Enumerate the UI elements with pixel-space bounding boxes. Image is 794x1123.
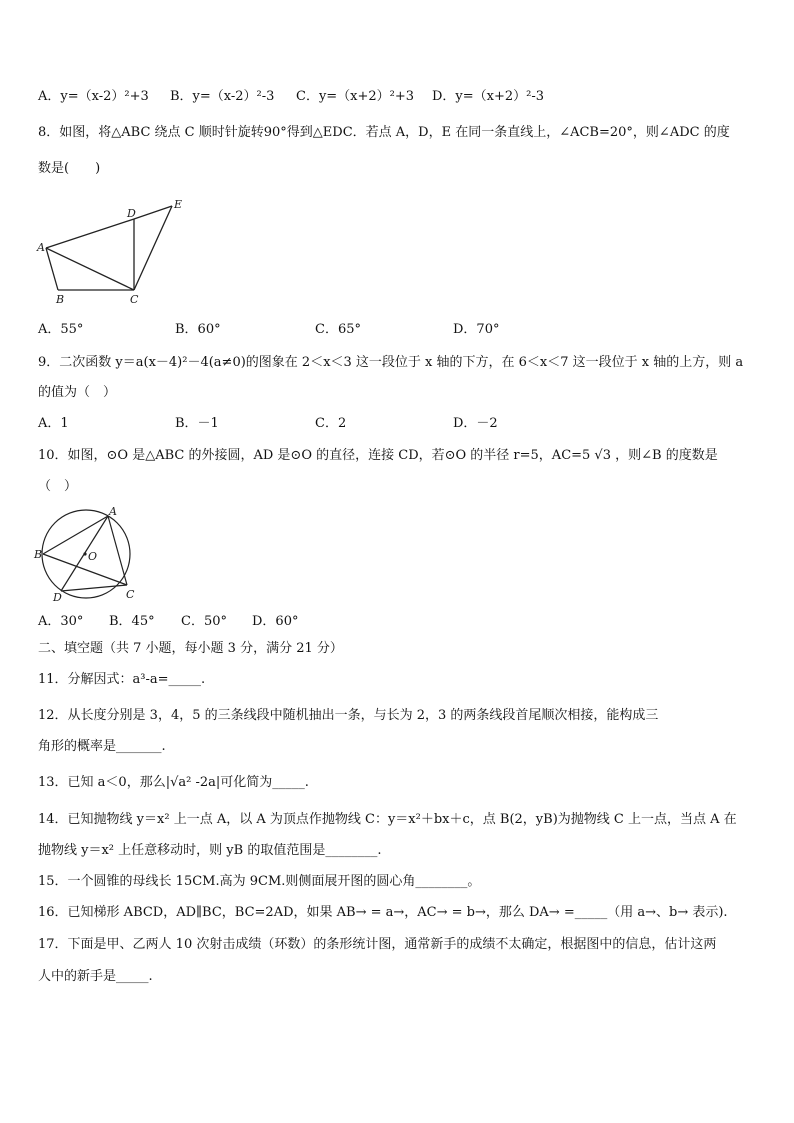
q17-text-line2: 人中的新手是_____. [38,969,153,984]
label-o: O [88,550,98,563]
label-c: C [130,293,139,306]
q7-option-b: B．y=（x-2）²-3 [170,89,275,104]
q7-options [38,88,758,106]
label-c: C [126,588,135,601]
q9-text-line1: 9．二次函数 y＝a(x－4)²－4(a≠0)的图象在 2＜x＜3 这一段位于 x 轴的下方，在 6＜x＜7 这一段位于 x 轴的上方，则 a [38,355,744,370]
section-title-fill-in: 二、填空题（共 7 小题，每小题 3 分，满分 21 分） [38,641,343,656]
q8-options [38,321,758,339]
label-d: D [127,207,136,220]
q9-option-b: B．－1 [175,416,219,431]
q14-text-line1: 14．已知抛物线 y＝x² 上一点 A，以 A 为顶点作抛物线 C：y＝x²＋bx＋c，点 B(2，yB)为抛物线 C 上一点，当点 A 在 [38,812,737,827]
label-b: B [56,293,65,306]
q10-options [38,613,758,631]
q9-option-d: D．－2 [453,416,498,431]
line-ac [108,516,127,585]
q10-option-c: C．50° [181,614,227,629]
q17-text-line1: 17．下面是甲、乙两人 10 次射击成绩（环数）的条形统计图，通常新手的成绩不太确定，根据图中的信息，估计这两 [38,937,717,952]
line-ab [46,248,58,290]
q9-options [38,415,758,433]
q12-text-line1: 12．从长度分别是 3，4，5 的三条线段中随机抽出一条，与长为 2，3 的两条线段首尾顺次相接，能构成三 [38,708,659,723]
q8-option-b: B．60° [175,322,221,337]
q9-option-a: A．1 [38,416,69,431]
label-e: E [174,198,183,211]
line-ac [46,248,134,290]
line-ec [134,206,172,290]
q10-circle-figure [30,503,140,608]
q8-option-a: A．55° [38,322,84,337]
q7-option-c: C．y=（x+2）²+3 [296,89,415,104]
q12-text-line2: 角形的概率是_______. [38,739,166,754]
label-b: B [34,548,43,561]
label-d: D [53,591,62,604]
q8-text-line1: 8．如图，将△ABC 绕点 C 顺时针旋转90°得到△EDC．若点 A，D，E 在同一条直线上，∠ACB=20°，则∠ADC 的度 [38,125,730,140]
q8-option-c: C．65° [315,322,361,337]
q10-text-line1: 10．如图，⊙O 是△ABC 的外接圆，AD 是⊙O 的直径，连接 CD，若⊙O 的半径 r=5，AC=5 √3 ，则∠B 的度数是 [38,448,718,463]
q9-text-line2: 的值为（ ） [38,385,117,400]
q8-triangle-figure [34,193,194,308]
line-dc [61,585,127,591]
line-ad [46,219,134,248]
q14-text-line2: 抛物线 y＝x² 上任意移动时，则 yB 的取值范围是________. [38,843,382,858]
q10-option-d: D．60° [252,614,299,629]
q15-text: 15．一个圆锥的母线长 15CM.高为 9CM.则侧面展开图的圆心角________。 [38,874,481,889]
q10-option-a: A．30° [38,614,84,629]
line-ab [43,516,108,554]
q10-option-b: B．45° [109,614,155,629]
label-a: A [109,505,117,518]
label-a: A [37,241,45,254]
q11-text: 11．分解因式：a³-a=_____. [38,672,206,687]
q10-text-line2: （ ） [38,479,78,494]
center-dot [83,552,86,555]
q7-option-d: D．y=（x+2）²-3 [432,89,545,104]
q9-option-c: C．2 [315,416,347,431]
q8-text-line2: 数是( ) [38,161,101,176]
q7-option-a: A．y=（x-2）²+3 [38,89,149,104]
q8-option-d: D．70° [453,322,500,337]
q13-text: 13．已知 a＜0，那么|√a² -2a|可化简为_____. [38,775,309,790]
q16-text: 16．已知梯形 ABCD，AD∥BC，BC=2AD，如果 AB→ = a→，AC→ = b→，那么 DA→ =_____（用 a→、b→ 表示). [38,905,728,920]
line-bc [43,554,127,585]
